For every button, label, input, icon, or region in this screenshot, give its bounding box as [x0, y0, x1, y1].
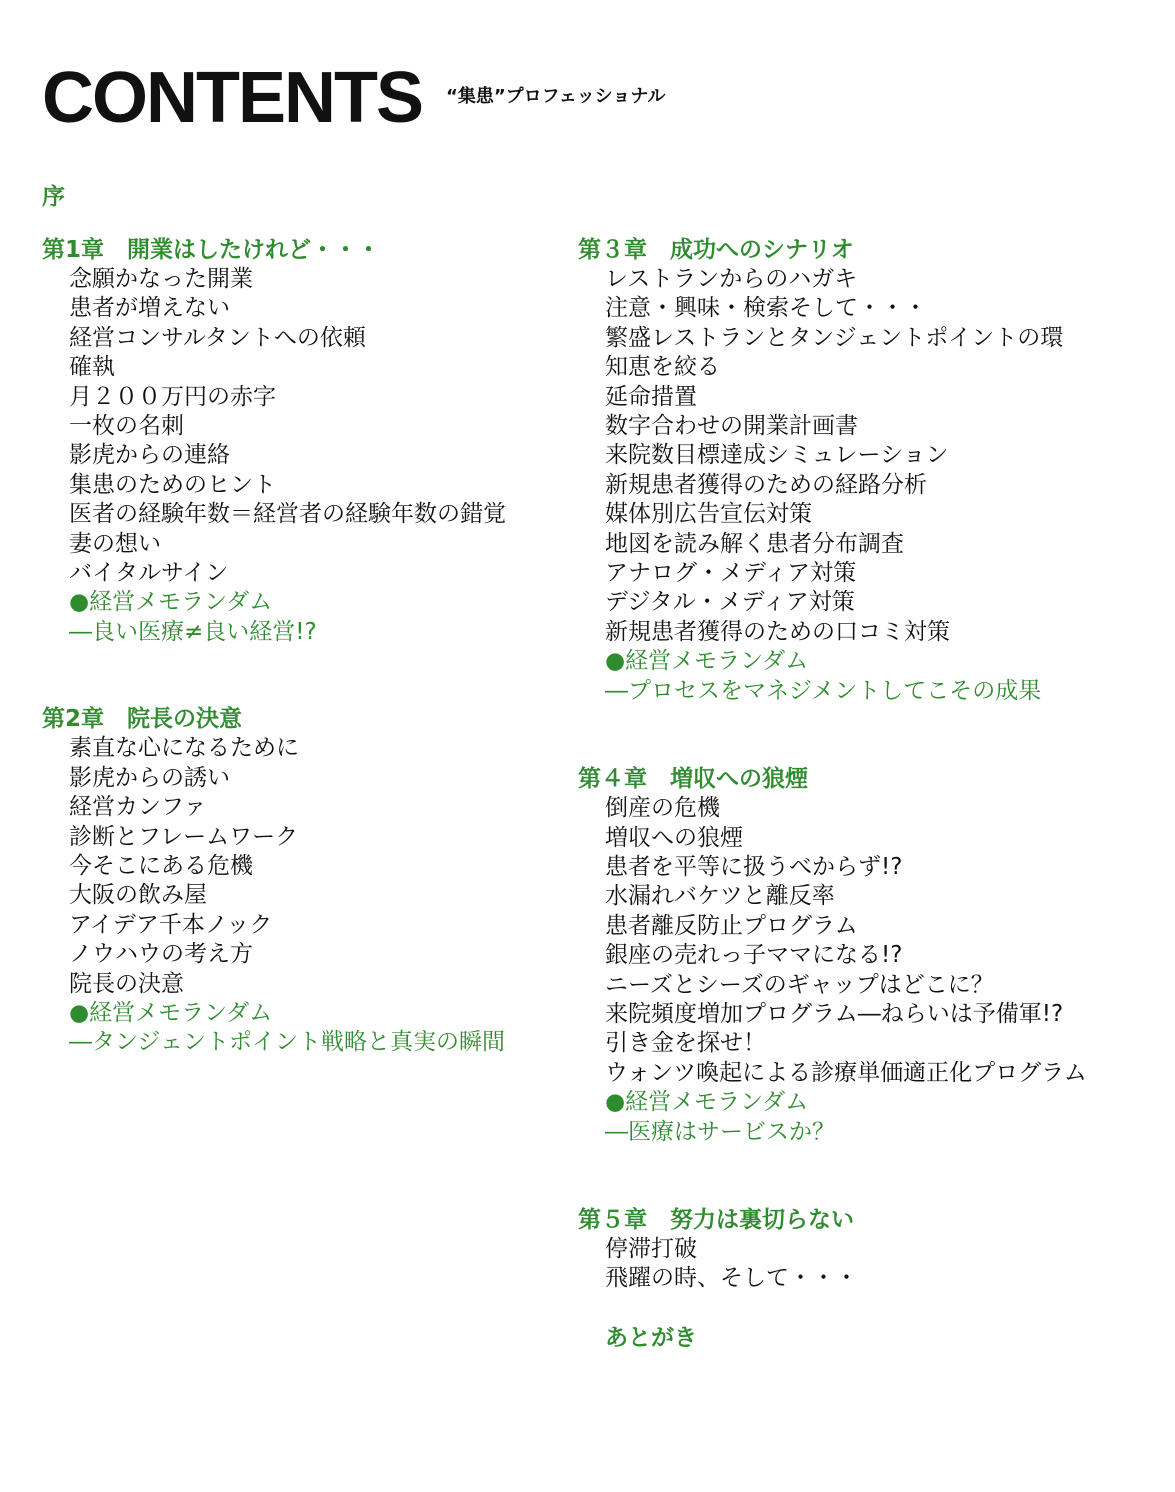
- memo-subtitle: ―プロセスをマネジメントしてこその成果: [605, 677, 1042, 704]
- memo-subtitle: ―タンジェントポイント戦略と真実の瞬間: [69, 1029, 505, 1056]
- toc-item: 診断とフレームワーク: [69, 823, 299, 850]
- toc-right-column: [578, 236, 1158, 1353]
- memo-subtitle: ―良い医療≠良い経営!?: [69, 618, 317, 645]
- toc-item: 確執: [69, 354, 115, 381]
- chapter-heading: 第５章 努力は裏切らない: [578, 1206, 854, 1233]
- toc-item: 銀座の売れっ子ママになる!?: [605, 942, 903, 969]
- toc-item: アナログ・メディア対策: [605, 560, 857, 587]
- toc-item: 停滞打破: [605, 1235, 697, 1262]
- memo-title: ●経営メモランダム: [69, 589, 273, 616]
- toc-item: 注意・興味・検索そして・・・: [605, 295, 927, 322]
- afterword-link: あとがき: [605, 1324, 697, 1351]
- toc-item: 地図を読み解く患者分布調査: [605, 530, 904, 557]
- toc-item: アイデア千本ノック: [69, 911, 273, 938]
- chapter-2: [42, 705, 582, 1057]
- toc-item: 経営コンサルタントへの依頼: [69, 324, 366, 351]
- toc-item: 引き金を探せ！: [605, 1030, 766, 1057]
- toc-item: 新規患者獲得のための口コミ対策: [605, 618, 950, 645]
- toc-item: 水漏れバケツと離反率: [605, 883, 835, 910]
- toc-item: 一枚の名刺: [69, 413, 184, 440]
- toc-item: 来院頻度増加プログラム―ねらいは予備軍!?: [605, 1000, 1064, 1027]
- toc-item: 今そこにある危機: [69, 852, 253, 879]
- toc-left-column: [42, 236, 582, 1058]
- chapter-heading: 第４章 増収への狼煙: [578, 766, 808, 793]
- chapter-1: [42, 236, 582, 647]
- toc-item: 大阪の飲み屋: [69, 882, 207, 909]
- toc-item: ノウハウの考え方: [69, 941, 253, 968]
- memo-title: ●経営メモランダム: [69, 999, 273, 1026]
- chapter-heading: 第2章 院長の決意: [42, 706, 243, 733]
- toc-item: 患者離反防止プログラム: [605, 912, 858, 939]
- toc-item: ウォンツ喚起による診療単価適正化プログラム: [605, 1059, 1087, 1086]
- chapter-3: [578, 236, 1158, 706]
- toc-item: 妻の想い: [69, 530, 161, 557]
- page-header: [42, 58, 666, 138]
- page-title: CONTENTS: [42, 58, 422, 138]
- chapter-4: [578, 765, 1158, 1147]
- memo-subtitle: ―医療はサービスか？: [605, 1118, 835, 1145]
- toc-item: 素直な心になるために: [69, 735, 299, 762]
- toc-item: 新規患者獲得のための経路分析: [605, 471, 927, 498]
- book-subtitle: “集患”プロフェッショナル: [446, 86, 666, 107]
- toc-item: 倒産の危機: [605, 795, 720, 822]
- toc-item: 集患のためのヒント: [69, 471, 276, 498]
- toc-item: 患者を平等に扱うべからず!?: [605, 853, 903, 880]
- toc-item: 患者が増えない: [69, 295, 230, 322]
- toc-item: 延命措置: [605, 383, 697, 410]
- toc-item: 飛躍の時、そして・・・: [605, 1265, 858, 1292]
- toc-item: デジタル・メディア対策: [605, 589, 855, 616]
- toc-item: レストランからのハガキ: [605, 266, 858, 292]
- toc-item: 知恵を絞る: [605, 354, 720, 381]
- toc-item: 院長の決意: [69, 970, 184, 997]
- toc-item: 増収への狼煙: [605, 824, 743, 851]
- toc-item: 経営カンファ: [69, 794, 207, 821]
- toc-item: 媒体別広告宣伝対策: [605, 501, 812, 528]
- toc-item: 影虎からの連絡: [69, 442, 230, 469]
- toc-item: 念願かなった開業: [69, 266, 253, 292]
- toc-item: ニーズとシーズのギャップはどこに？: [605, 971, 994, 998]
- preface-link: 序: [42, 184, 65, 210]
- memo-title: ●経営メモランダム: [605, 648, 809, 675]
- toc-item: バイタルサイン: [69, 560, 229, 587]
- toc-item: 医者の経験年数＝経営者の経験年数の錯覚: [69, 501, 506, 528]
- chapter-heading: 第３章 成功へのシナリオ: [578, 237, 854, 263]
- toc-item: 数字合わせの開業計画書: [605, 413, 858, 440]
- chapter-heading: 第1章 開業はしたけれど・・・: [42, 237, 381, 263]
- toc-item: 来院数目標達成シミュレーション: [605, 442, 949, 469]
- toc-item: 繁盛レストランとタンジェントポイントの環: [605, 324, 1064, 351]
- memo-title: ●経営メモランダム: [605, 1089, 809, 1116]
- toc-item: 影虎からの誘い: [69, 764, 230, 791]
- chapter-5: [578, 1206, 1158, 1294]
- toc-item: 月２００万円の赤字: [69, 383, 276, 410]
